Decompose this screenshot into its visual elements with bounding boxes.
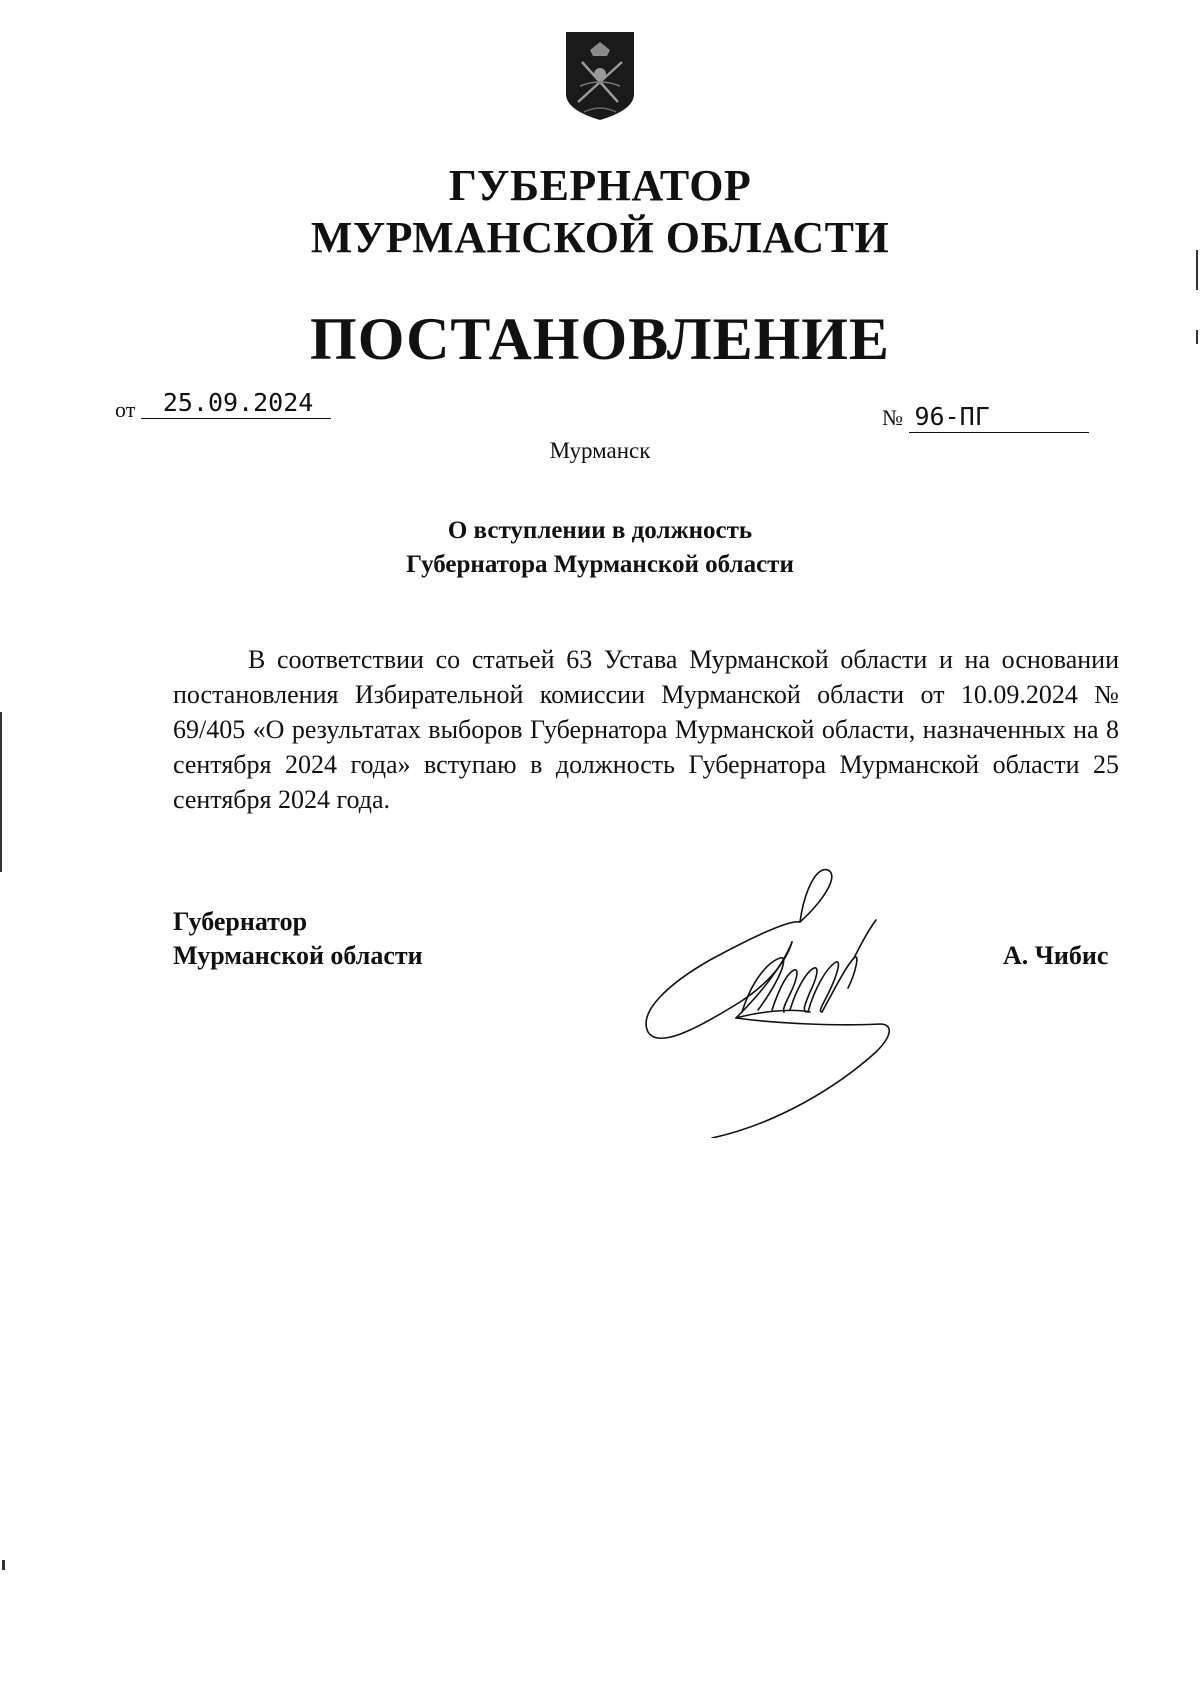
document-date (115, 388, 331, 422)
number-value: 96-ПГ (909, 402, 1089, 433)
signer-region: Мурманской области (173, 941, 423, 970)
city: Мурманск (549, 438, 651, 463)
signer-name: А. Чибис (1003, 941, 1109, 970)
body-paragraph: В соответствии со статьей 63 Устава Мурманской области и на основании постановления Избирательной комиссии Мурманской области от 10.09.2024 № 69/405 «О результатах выборов Губернатора Мурманской области, назначенных на 8 сентября 2024 года» вступаю в должность Губернатора Мурманской области 25 сентября 2024 года. (173, 645, 1119, 814)
document-type: ПОСТАНОВЛЕНИЕ (310, 306, 890, 372)
scan-artifact (1196, 250, 1198, 290)
date-value: 25.09.2024 (141, 388, 331, 419)
date-prefix: от (115, 397, 136, 422)
handwritten-signature (640, 862, 930, 1138)
number-prefix: № (882, 405, 903, 430)
scan-artifact (1196, 330, 1198, 344)
subject-line: О вступлении в должность (447, 517, 753, 544)
scan-artifact (0, 712, 2, 872)
subject-line: Губернатора Мурманской области (406, 551, 794, 578)
document-number (882, 402, 1089, 433)
authority-region: МУРМАНСКОЙ ОБЛАСТИ (310, 213, 890, 262)
authority-title: ГУБЕРНАТОР (448, 161, 752, 210)
scan-artifact (2, 1560, 5, 1570)
signer-position: Губернатор (173, 907, 308, 936)
coat-of-arms-icon (560, 28, 640, 124)
